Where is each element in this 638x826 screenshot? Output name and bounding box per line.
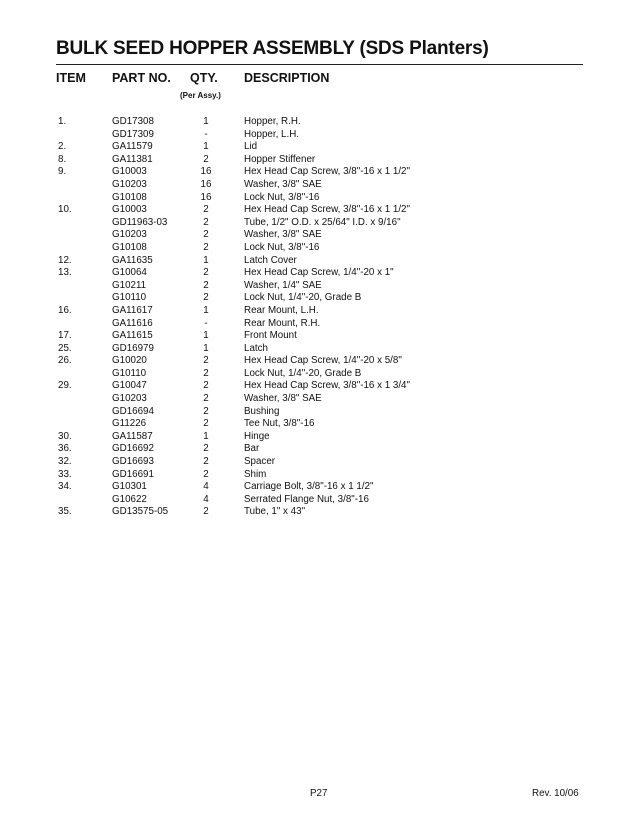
qty-cell: 2 xyxy=(203,267,209,279)
qty-cell: 1 xyxy=(203,304,209,316)
qty-cell: 2 xyxy=(203,241,209,253)
qty-cell: 2 xyxy=(203,229,209,241)
description-cell: Carriage Bolt, 3/8"-16 x 1 1/2" xyxy=(244,481,374,493)
parts-table xyxy=(0,116,638,519)
qty-cell: 4 xyxy=(203,481,209,493)
qty-cell: 16 xyxy=(200,191,212,203)
part-number-cell: GD17309 xyxy=(112,128,154,140)
table-row xyxy=(0,217,638,230)
part-number-cell: GD17308 xyxy=(112,116,154,127)
part-number-cell: G10108 xyxy=(112,241,147,253)
table-row xyxy=(0,305,638,318)
qty-cell: 2 xyxy=(203,468,209,480)
description-cell: Lid xyxy=(244,141,258,153)
item-cell: 13. xyxy=(58,267,72,279)
part-number-cell: GA11615 xyxy=(112,330,153,342)
description-cell: Spacer xyxy=(244,456,276,468)
item-cell: 1. xyxy=(58,116,67,127)
table-row xyxy=(0,318,638,331)
item-cell: 29. xyxy=(58,380,72,392)
page-number: P27 xyxy=(310,788,328,799)
part-number-cell: GD16693 xyxy=(112,456,154,468)
description-cell: Latch Cover xyxy=(244,254,297,266)
table-row xyxy=(0,242,638,255)
table-row xyxy=(0,166,638,179)
qty-cell: 2 xyxy=(203,204,209,216)
part-number-cell: G10622 xyxy=(112,493,147,505)
qty-cell: 2 xyxy=(203,418,209,430)
table-row xyxy=(0,443,638,456)
item-cell: 36. xyxy=(58,443,72,455)
qty-cell: 2 xyxy=(203,279,209,291)
table-row xyxy=(0,380,638,393)
description-cell: Lock Nut, 3/8"-16 xyxy=(244,241,320,253)
description-cell: Shim xyxy=(244,468,267,480)
table-row xyxy=(0,179,638,192)
column-header-part-no: PART NO. xyxy=(112,71,171,85)
column-header-description: DESCRIPTION xyxy=(244,71,330,85)
table-row xyxy=(0,330,638,343)
item-cell: 26. xyxy=(58,355,72,367)
description-cell: Serrated Flange Nut, 3/8"-16 xyxy=(244,493,369,505)
description-cell: Lock Nut, 1/4"-20, Grade B xyxy=(244,292,362,304)
part-number-cell: GD16979 xyxy=(112,342,154,354)
qty-cell: 2 xyxy=(203,405,209,417)
table-row xyxy=(0,192,638,205)
description-cell: Hex Head Cap Screw, 1/4"-20 x 5/8" xyxy=(244,355,402,367)
qty-cell: 1 xyxy=(203,430,209,442)
qty-cell: 2 xyxy=(203,380,209,392)
qty-cell: 2 xyxy=(203,443,209,455)
part-number-cell: G10108 xyxy=(112,191,147,203)
part-number-cell: G10203 xyxy=(112,178,147,190)
table-row xyxy=(0,229,638,242)
table-row xyxy=(0,280,638,293)
part-number-cell: GA11635 xyxy=(112,254,153,266)
table-row xyxy=(0,481,638,494)
table-row xyxy=(0,154,638,167)
description-cell: Hex Head Cap Screw, 3/8"-16 x 1 1/2" xyxy=(244,204,410,216)
table-row xyxy=(0,292,638,305)
title-divider xyxy=(56,64,583,65)
table-row xyxy=(0,393,638,406)
item-cell: 25. xyxy=(58,342,72,354)
description-cell: Washer, 3/8" SAE xyxy=(244,229,322,241)
description-cell: Lock Nut, 1/4"-20, Grade B xyxy=(244,367,362,379)
part-number-cell: GA11381 xyxy=(112,153,153,165)
part-number-cell: G10203 xyxy=(112,393,147,405)
table-row xyxy=(0,456,638,469)
part-number-cell: G10003 xyxy=(112,166,147,178)
table-row xyxy=(0,431,638,444)
table-row xyxy=(0,368,638,381)
qty-cell: 2 xyxy=(203,216,209,228)
qty-cell: 2 xyxy=(203,393,209,405)
part-number-cell: G10301 xyxy=(112,481,147,493)
item-cell: 12. xyxy=(58,254,72,266)
table-row xyxy=(0,469,638,482)
table-row xyxy=(0,418,638,431)
description-cell: Hex Head Cap Screw, 3/8"-16 x 1 1/2" xyxy=(244,166,410,178)
description-cell: Latch xyxy=(244,342,268,354)
item-cell: 35. xyxy=(58,506,72,518)
description-cell: Washer, 3/8" SAE xyxy=(244,393,322,405)
table-row xyxy=(0,267,638,280)
qty-cell: 16 xyxy=(200,166,212,178)
part-number-cell: G10203 xyxy=(112,229,147,241)
item-cell: 34. xyxy=(58,481,72,493)
part-number-cell: GD16692 xyxy=(112,443,154,455)
table-row xyxy=(0,141,638,154)
part-number-cell: GA11579 xyxy=(112,141,153,153)
table-row xyxy=(0,506,638,519)
part-number-cell: GD11963-03 xyxy=(112,216,168,228)
description-cell: Hinge xyxy=(244,430,270,442)
item-cell: 2. xyxy=(58,141,67,153)
table-row xyxy=(0,355,638,368)
item-cell: 17. xyxy=(58,330,72,342)
table-row xyxy=(0,204,638,217)
part-number-cell: GD16694 xyxy=(112,405,154,417)
qty-cell: 1 xyxy=(203,330,209,342)
column-header-qty-sub: (Per Assy.) xyxy=(180,91,221,100)
table-row xyxy=(0,129,638,142)
qty-cell: 2 xyxy=(203,367,209,379)
table-row xyxy=(0,116,638,129)
table-row xyxy=(0,494,638,507)
part-number-cell: G10211 xyxy=(112,279,147,291)
table-row xyxy=(0,343,638,356)
description-cell: Lock Nut, 3/8"-16 xyxy=(244,191,320,203)
page-title: BULK SEED HOPPER ASSEMBLY (SDS Planters) xyxy=(56,38,489,59)
description-cell: Tube, 1/2" O.D. x 25/64" I.D. x 9/16" xyxy=(244,216,401,228)
qty-cell: 2 xyxy=(203,153,209,165)
part-number-cell: G10064 xyxy=(112,267,147,279)
item-cell: 16. xyxy=(58,304,72,316)
qty-cell: 2 xyxy=(203,506,209,518)
description-cell: Washer, 1/4" SAE xyxy=(244,279,322,291)
description-cell: Rear Mount, R.H. xyxy=(244,317,321,329)
qty-cell: 1 xyxy=(203,254,209,266)
part-number-cell: G11226 xyxy=(112,418,147,430)
item-cell: 10. xyxy=(58,204,72,216)
table-row xyxy=(0,255,638,268)
part-number-cell: G10047 xyxy=(112,380,147,392)
column-header-qty: QTY. xyxy=(190,71,218,85)
item-cell: 8. xyxy=(58,153,67,165)
description-cell: Hex Head Cap Screw, 1/4"-20 x 1" xyxy=(244,267,394,279)
part-number-cell: GD13575-05 xyxy=(112,506,169,518)
qty-cell: 1 xyxy=(203,342,209,354)
description-cell: Tee Nut, 3/8"-16 xyxy=(244,418,315,430)
qty-cell: 16 xyxy=(200,178,212,190)
part-number-cell: G10003 xyxy=(112,204,147,216)
qty-cell: 1 xyxy=(203,116,209,127)
part-number-cell: G10020 xyxy=(112,355,147,367)
description-cell: Tube, 1" x 43" xyxy=(244,506,306,518)
qty-cell: - xyxy=(204,128,208,140)
item-cell: 32. xyxy=(58,456,72,468)
description-cell: Rear Mount, L.H. xyxy=(244,304,319,316)
part-number-cell: G10110 xyxy=(112,367,147,379)
part-number-cell: GA11587 xyxy=(112,430,153,442)
qty-cell: 1 xyxy=(203,141,209,153)
part-number-cell: G10110 xyxy=(112,292,147,304)
column-header-item: ITEM xyxy=(56,71,86,85)
description-cell: Hopper Stiffener xyxy=(244,153,316,165)
description-cell: Bar xyxy=(244,443,260,455)
description-cell: Hopper, L.H. xyxy=(244,128,300,140)
description-cell: Bushing xyxy=(244,405,280,417)
qty-cell: 2 xyxy=(203,292,209,304)
description-cell: Washer, 3/8" SAE xyxy=(244,178,322,190)
item-cell: 9. xyxy=(58,166,67,178)
table-row xyxy=(0,406,638,419)
part-number-cell: GD16691 xyxy=(112,468,154,480)
item-cell: 33. xyxy=(58,468,72,480)
qty-cell: 4 xyxy=(203,493,209,505)
qty-cell: - xyxy=(204,317,208,329)
description-cell: Hex Head Cap Screw, 3/8"-16 x 1 3/4" xyxy=(244,380,410,392)
part-number-cell: GA11617 xyxy=(112,304,153,316)
qty-cell: 2 xyxy=(203,355,209,367)
part-number-cell: GA11616 xyxy=(112,317,153,329)
description-cell: Front Mount xyxy=(244,330,297,342)
description-cell: Hopper, R.H. xyxy=(244,116,301,127)
item-cell: 30. xyxy=(58,430,72,442)
qty-cell: 2 xyxy=(203,456,209,468)
revision-label: Rev. 10/06 xyxy=(532,788,579,799)
